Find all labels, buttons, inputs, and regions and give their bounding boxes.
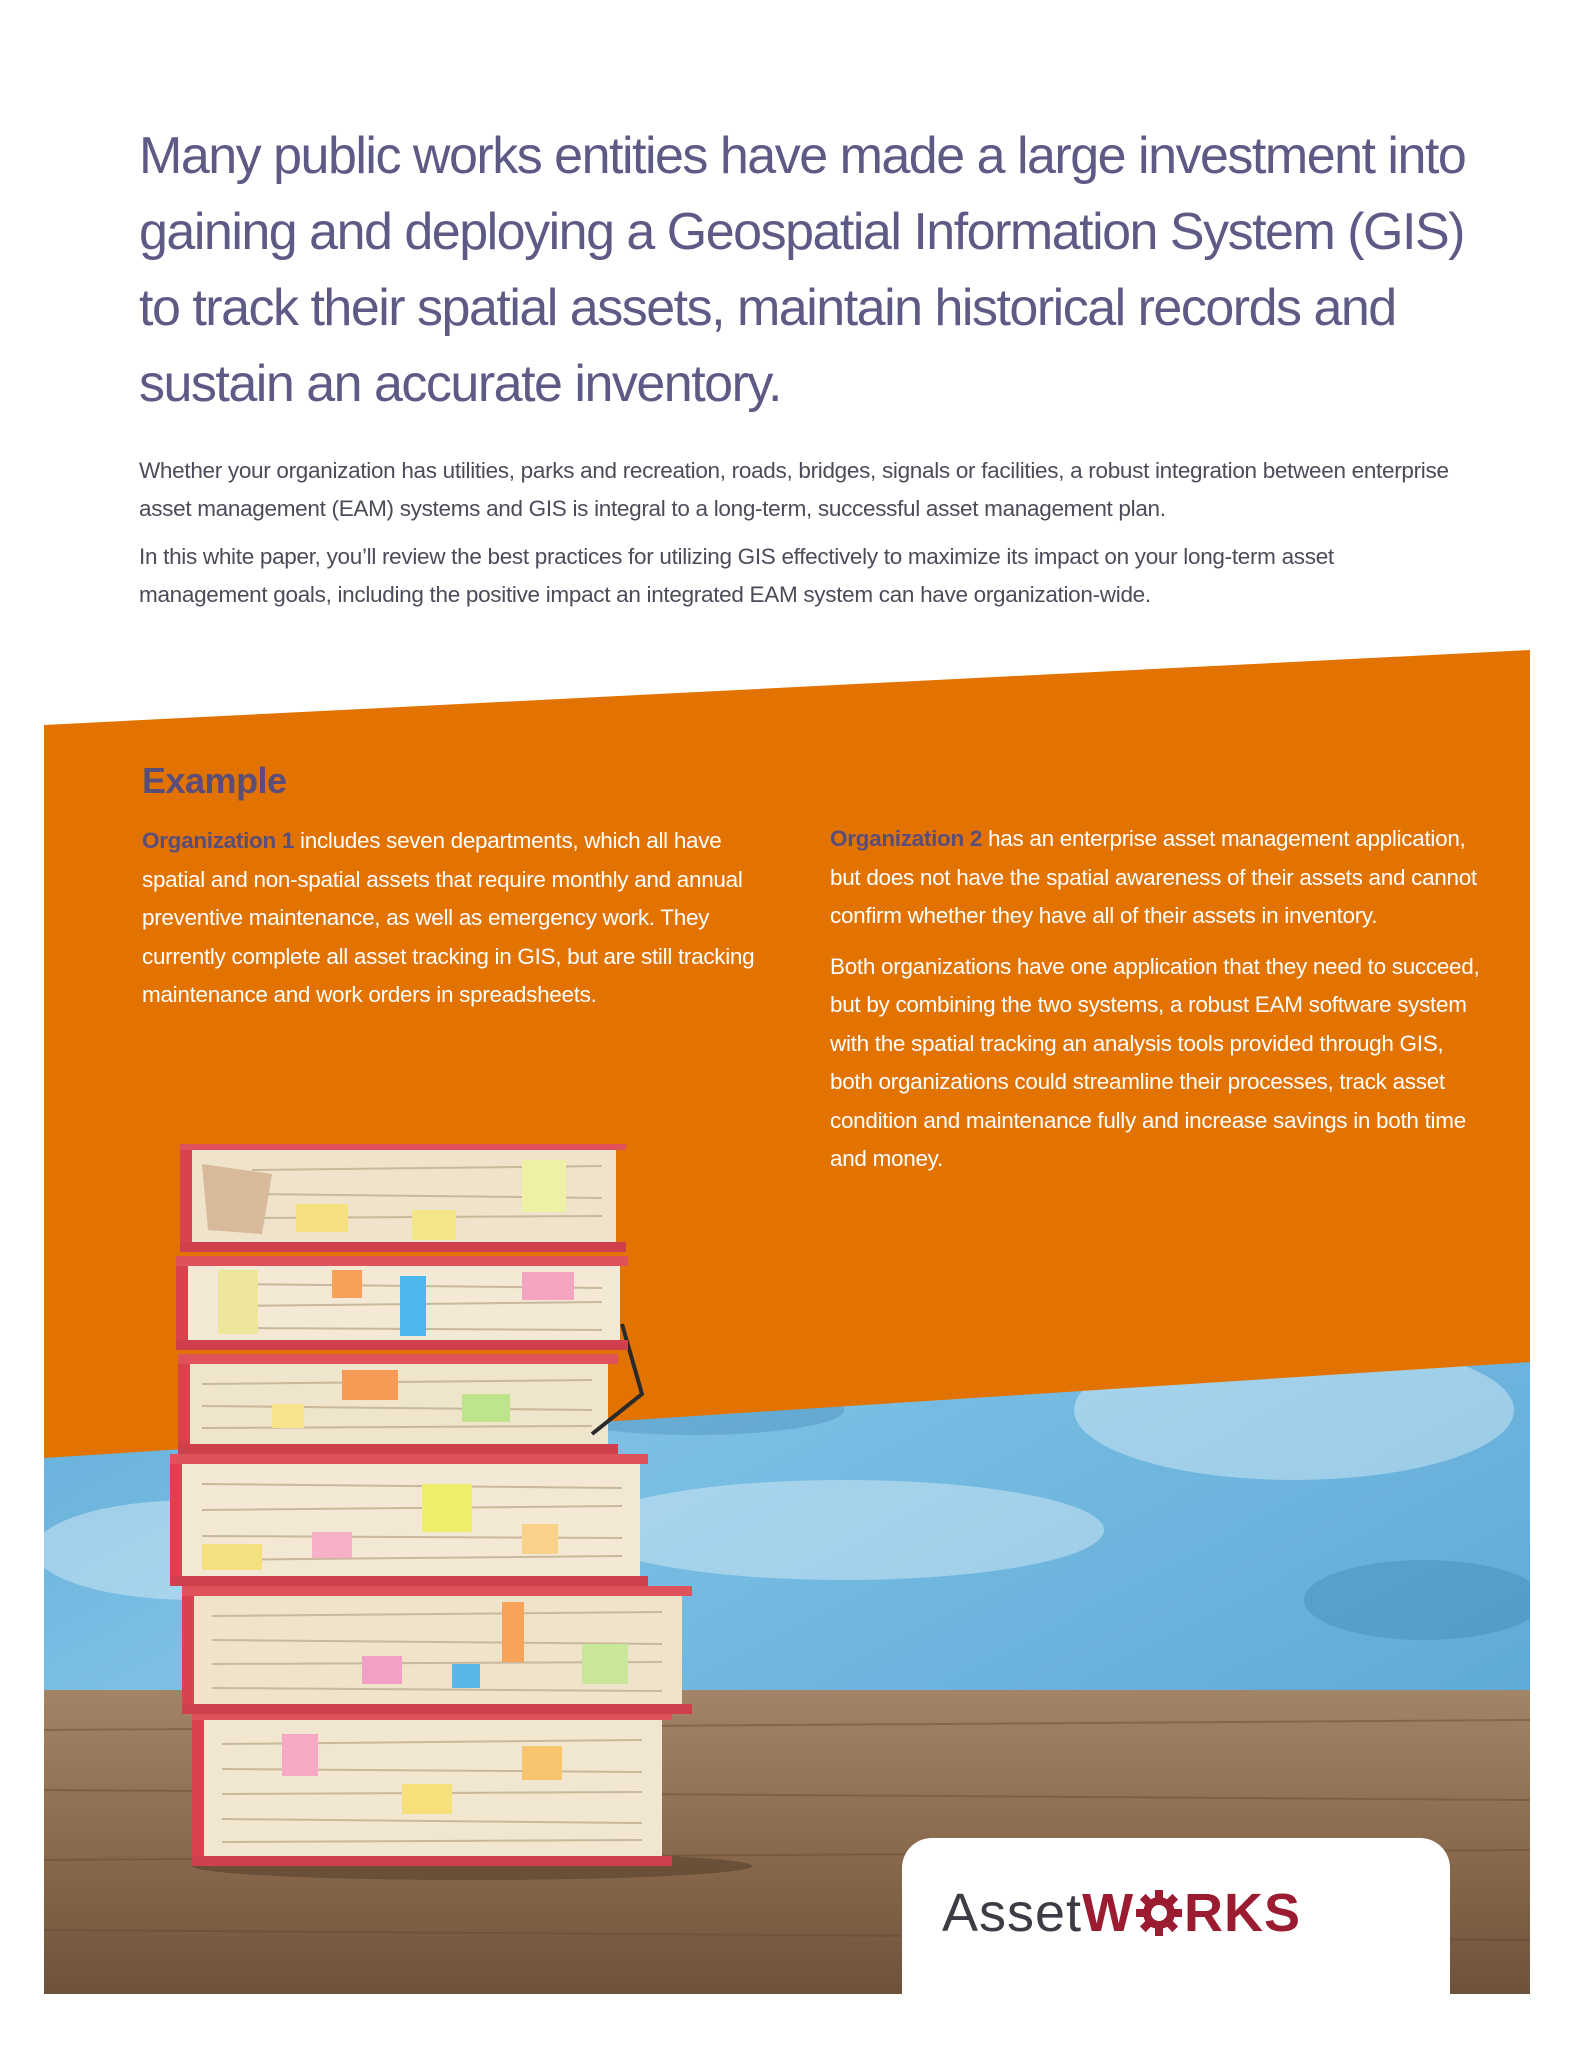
logo-text-w: W xyxy=(1082,1883,1135,1943)
example-heading: Example xyxy=(142,760,287,801)
org1-label: Organization 1 xyxy=(142,828,295,853)
gear-icon xyxy=(1136,1890,1182,1936)
page-headline: Many public works entities have made a large investment into gaining and deploying a Geospatial Information System (GIS) to track their spatial assets, maintain historical records and sustain an accurate inventory. xyxy=(139,127,1466,413)
logo-box xyxy=(902,1838,1450,1994)
org2-text: has an enterprise asset management application, but does not have the spatial awareness of their assets and cannot confirm whether they have all of their assets in inventory. xyxy=(830,826,1477,928)
binder-1 xyxy=(180,1144,626,1252)
org1-paragraph xyxy=(142,822,782,1015)
conclusion-paragraph: Both organizations have one application that they need to succeed, but by combining the two systems, a robust EAM software system with the spatial tracking an analysis tools provided through GIS, both organizations could streamline their processes, track asset condition and maintenance fully and increase savings in both time and money. xyxy=(830,953,1480,1171)
binder-2 xyxy=(176,1256,628,1350)
binder-5 xyxy=(182,1586,692,1714)
example-column-right xyxy=(830,820,1485,1191)
intro-paragraph-2: In this white paper, you’ll review the best practices for utilizing GIS effectively to maximize its impact on your long-term asset management goals, including the positive impact an integrated EAM system can have organization-wide. xyxy=(139,544,1334,607)
example-column-left xyxy=(142,822,782,1027)
org2-paragraph xyxy=(830,820,1485,936)
intro-paragraph-1: Whether your organization has utilities, parks and recreation, roads, bridges, signals or facilities, a robust integration between enterprise asset management (EAM) systems and GIS is integral to a long-term, successful asset management plan. xyxy=(139,458,1449,521)
org1-text: includes seven departments, which all have spatial and non-spatial assets that require monthly and annual preventive maintenance, as well as emergency work. They currently complete all asset tracking in GIS, but are still tracking maintenance and work orders in spreadsheets. xyxy=(142,828,755,1007)
assetworks-logo xyxy=(942,1883,1302,1943)
intro-section xyxy=(139,452,1459,624)
logo-text-asset: Asset xyxy=(942,1883,1083,1943)
logo-text-rks: RKS xyxy=(1184,1883,1302,1943)
example-visual-block xyxy=(44,650,1530,1994)
binder-6 xyxy=(192,1710,672,1866)
org2-label: Organization 2 xyxy=(830,826,983,851)
stack-of-binders-icon xyxy=(162,1144,782,1884)
binder-4 xyxy=(170,1454,648,1586)
